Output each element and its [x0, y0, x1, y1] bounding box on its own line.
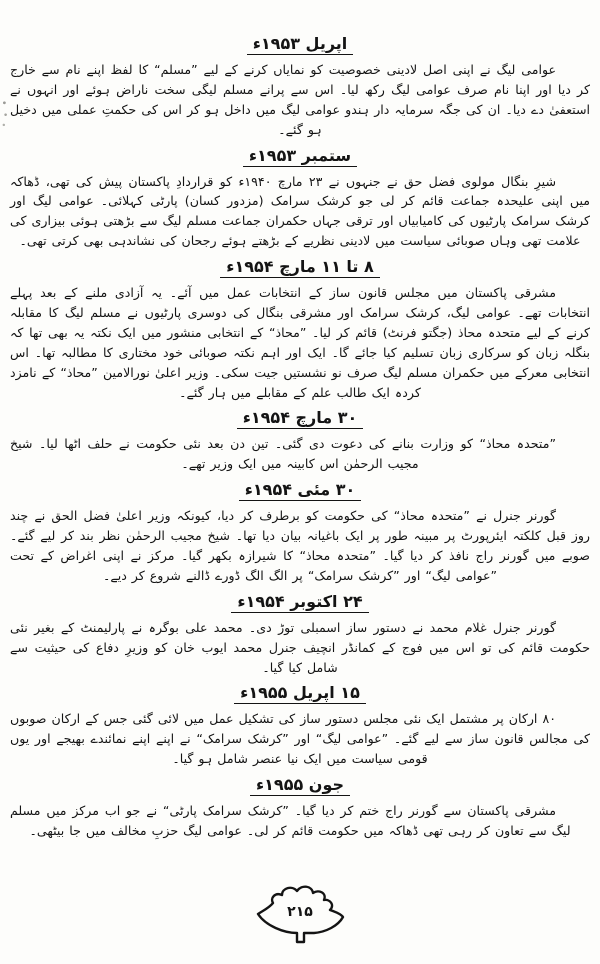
section-may-30-1954 [10, 480, 590, 586]
page-number: ۲۱۵ [287, 904, 313, 920]
section-april-1953 [10, 34, 590, 140]
section-body: ”متحدہ محاذ“ کو وزارت بنانے کی دعوت دی گئی۔ تین دن بعد نئی حکومت نے حلف اٹھا لیا۔ شیخ مجیب الرحمٰن اس کابینہ میں ایک وزیر تھے۔ [10, 436, 556, 472]
section-heading-text: ۳۰ مارچ ۱۹۵۴ء [237, 408, 364, 429]
section-heading-text: ۳۰ مئی ۱۹۵۴ء [239, 480, 362, 501]
section-body: ۸۰ ارکان پر مشتمل ایک نئی مجلس دستور ساز کی تشکیل عمل میں لائی گئی جس کے ارکان صوبوں کی مجالس قانون ساز سے لیے گئے۔ ”عوامی لیگ“ اور ”کرشک سرامک“ نے اپنے اپنے نمائندے بھیجے اور یوں قومی سیاست میں ایک نیا عنصر شامل ہو گیا۔ [10, 711, 590, 767]
section-heading-text: جون ۱۹۵۵ء [250, 775, 350, 796]
section-body: مشرقی پاکستان میں مجلس قانون ساز کے انتخابات عمل میں آئے۔ یہ آزادی ملنے کے بعد پہلے انتخابات تھے۔ عوامی لیگ، کرشک سرامک اور مشرقی بنگال کی دوسری پارٹیوں نے مسلم لیگ کا مقابلہ کرنے کے لیے متحدہ محاذ (جگتو فرنٹ) قائم کر لیا۔ ”محاذ“ کے انتخابی منشور میں ایک نکتہ یہ بھی تھا کہ بنگلہ زبان کو سرکاری زبان تسلیم کیا جائے گا۔ ایک اور اہم نکتہ صوبائی خود مختاری کا مطالبہ تھا۔ اس انتخابی معرکے میں حکمران مسلم لیگ صرف نو نشستیں جیت سکی۔ وزیر اعلیٰ نورالامین ”محاذ“ کے نامزد کردہ ایک طالب علم کے مقابلے میں ہار گئے۔ [10, 285, 590, 400]
section-heading [10, 592, 590, 613]
section-march-30-1954 [10, 408, 590, 474]
section-heading-text: ۲۴ اکتوبر ۱۹۵۴ء [231, 592, 368, 613]
section-body: گورنر جنرل نے ”متحدہ محاذ“ کی حکومت کو برطرف کر دیا، کیونکہ وزیر اعلیٰ فضل الحق نے چند روز قبل کلکتہ ایئرپورٹ پر مبینہ طور پر ایک باغیانہ بیان دیا تھا۔ شیخ مجیب الرحمٰن نظر بند کر لیے گئے۔ صوبے میں گورنر راج نافذ کر دیا گیا۔ ”متحدہ محاذ“ کا شیرازہ بکھر گیا۔ مرکز نے اپنی اغراض کے تحت ”عوامی لیگ“ اور ”کرشک سرامک“ پر الگ الگ ڈورے ڈالنے شروع کر دیے۔ [10, 508, 590, 583]
section-body: گورنر جنرل غلام محمد نے دستور ساز اسمبلی توڑ دی۔ محمد علی بوگرہ نے پارلیمنٹ کے بغیر نئی حکومت قائم کی تو اس میں فوج کے کمانڈر انچیف جنرل محمد ایوب خان کو وزیرِ دفاع کی حیثیت سے شامل کیا گیا۔ [10, 619, 590, 675]
section-heading-text: ۸ تا ۱۱ مارچ ۱۹۵۴ء [220, 257, 380, 278]
section-heading [10, 775, 590, 796]
section-heading-text: ۱۵ اپریل ۱۹۵۵ء [234, 683, 366, 704]
section-june-1955 [10, 775, 590, 841]
section-body: شیرِ بنگال مولوی فضل حق نے جنہوں نے ۲۳ مارچ ۱۹۴۰ء کو قراردادِ پاکستان پیش کی تھی، ڈھاکہ میں اپنی علیحدہ جماعت قائم کر لی جو کرشک سرامک (مزدور کسان) پارٹی کہلائی۔ عوامی لیگ اور کرشک سرامک پارٹیوں کی کامیابیاں اور ترقی جہاں حکمران جماعت مسلم لیگ سے بڑھتی ہوئی بیزاری کی علامت تھی وہاں صوبائی سیاست میں لادینی نظریے کے بڑھتے ہوئے رجحان کی نشاندہی بھی کرتی تھی۔ [10, 173, 590, 249]
section-body: مشرقی پاکستان سے گورنر راج ختم کر دیا گیا۔ ”کرشک سرامک پارٹی“ نے جو اب مرکز میں مسلم لیگ سے تعاون کر رہی تھی ڈھاکہ میں حکومت قائم کر لی۔ عوامی لیگ حزبِ مخالف میں جا بیٹھی۔ [10, 803, 571, 839]
section-heading [10, 34, 590, 55]
section-march-8-11-1954 [10, 257, 590, 402]
page-number-ornament [0, 884, 600, 950]
section-heading-text: اپریل ۱۹۵۳ء [247, 34, 354, 55]
scan-artifact [2, 96, 8, 130]
section-heading [10, 480, 590, 501]
section-body: عوامی لیگ نے اپنی اصل لادینی خصوصیت کو نمایاں کرنے کے لیے ”مسلم“ کا لفظ اپنے نام سے خارج کر دیا اور اپنا نام صرف عوامی لیگ رکھ لیا۔ اس سے پرانے مسلم لیگی سخت ناراض ہوئے اور انہوں نے استعفیٰ دے دیا۔ ان کی جگہ سرمایہ دار ہندو عوامی لیگ میں داخل ہو کر اس کی حکمتِ عملی میں دخیل ہو گئے۔ [10, 62, 590, 137]
section-heading-text: ستمبر ۱۹۵۳ء [243, 146, 357, 167]
section-heading [10, 257, 590, 278]
section-april-15-1955 [10, 683, 590, 769]
section-october-24-1954 [10, 592, 590, 678]
section-heading [10, 146, 590, 167]
section-heading [10, 408, 590, 429]
section-heading [10, 683, 590, 704]
section-september-1953 [10, 146, 590, 252]
